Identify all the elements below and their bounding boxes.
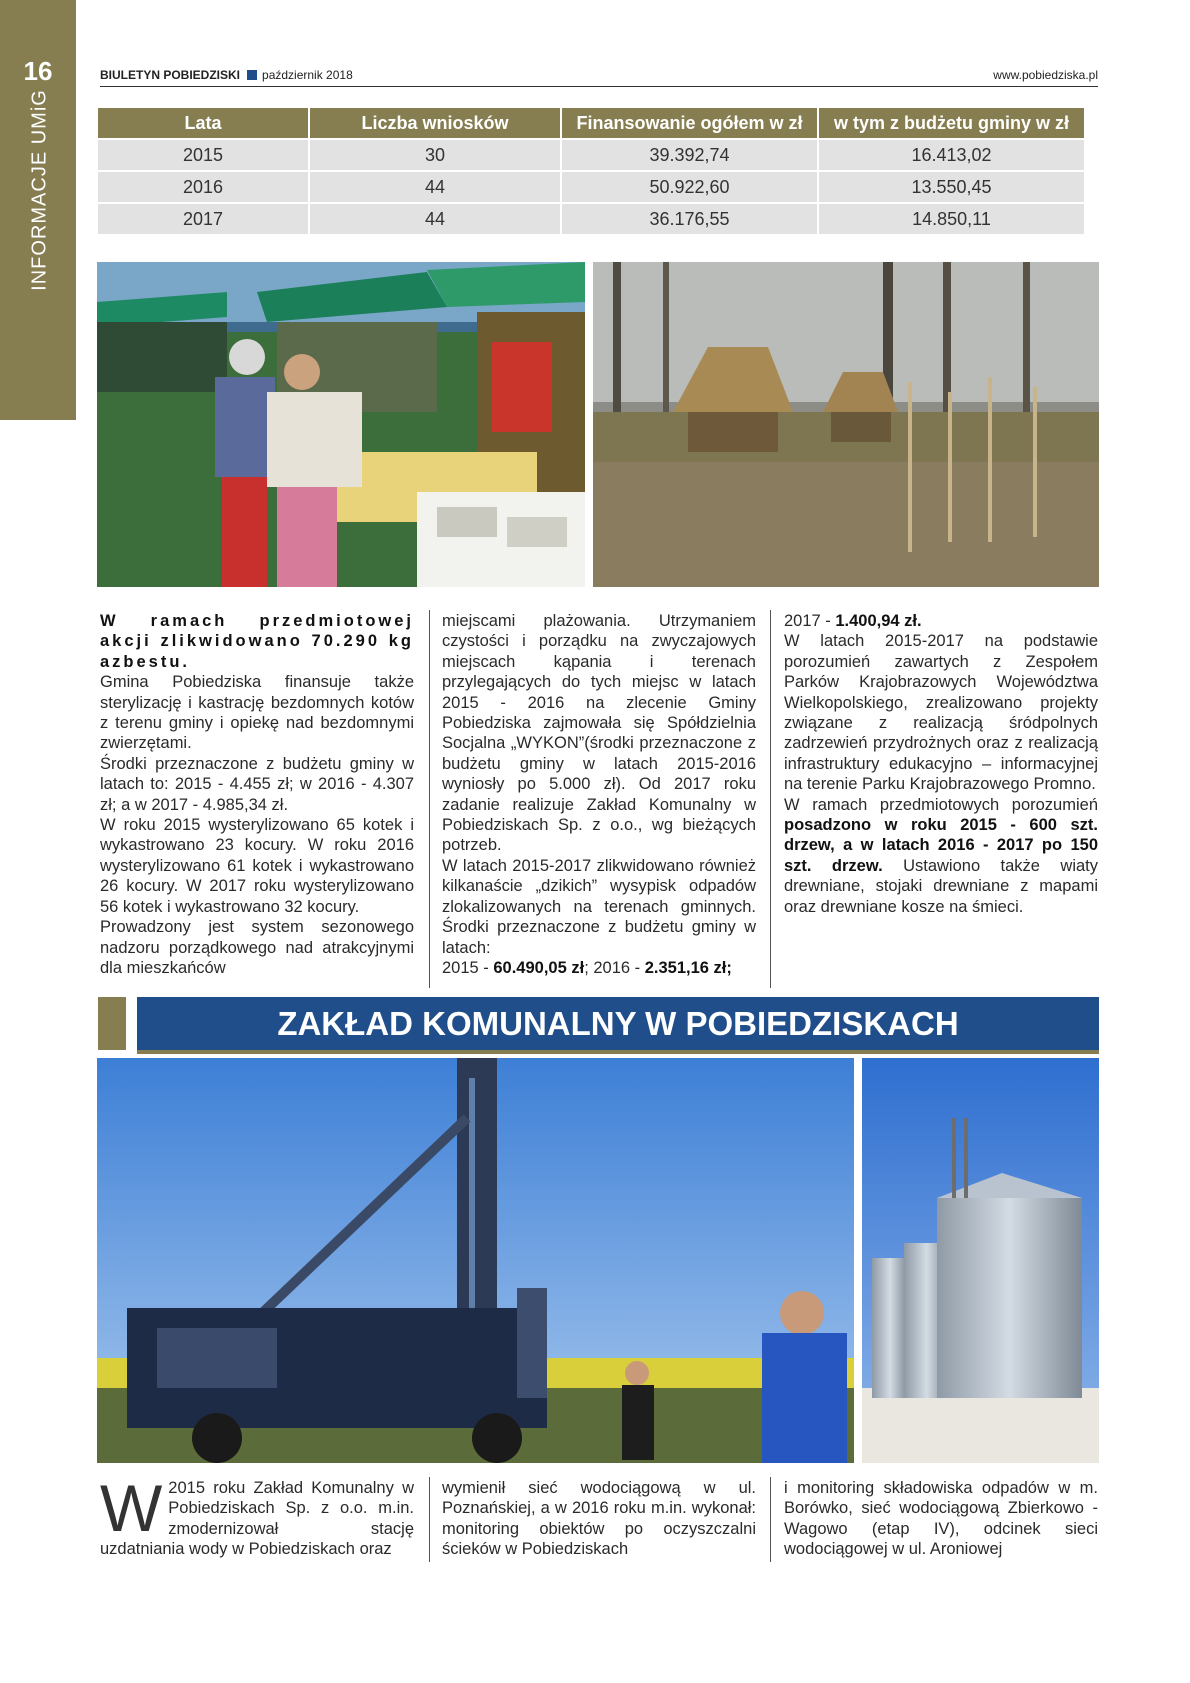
drilling-rig-illustration xyxy=(97,1058,854,1463)
page-number: 16 xyxy=(23,56,53,86)
paragraph: Środki przeznaczone z budżetu gminy w latach to: 2015 - 4.455 zł; w 2016 - 4.307 zł; a w 2017 - 4.985,34 zł. xyxy=(100,754,414,814)
funding-table xyxy=(96,106,1086,236)
dropcap: W xyxy=(100,1471,163,1545)
photo-park-shelters xyxy=(593,262,1099,587)
article2-column-2 xyxy=(442,1478,756,1560)
table-header-cell: Liczba wniosków xyxy=(310,108,560,138)
issue-date: październik 2018 xyxy=(262,68,353,82)
amount-2015: 60.490,05 zł xyxy=(493,958,585,977)
table-cell: 39.392,74 xyxy=(562,140,817,170)
paragraph: ; 2016 - xyxy=(584,958,645,977)
paragraph: W ramach przedmiotowych porozumień xyxy=(784,795,1098,814)
paragraph: Prowadzony jest system sezonowego nadzoru porządkowego nad atrakcyjnymi dla mieszkańców xyxy=(100,918,414,977)
article2-column-3 xyxy=(784,1478,1098,1560)
page-header xyxy=(100,68,1098,87)
table-header-cell: Finansowanie ogółem w zł xyxy=(562,108,817,138)
table-header-row xyxy=(98,108,1084,138)
paragraph: 2015 - xyxy=(442,958,494,977)
paragraph: 2017 - xyxy=(784,612,836,630)
table-cell: 14.850,11 xyxy=(819,204,1084,234)
article-column-1 xyxy=(100,611,414,978)
paragraph: W latach 2015-2017 zlikwidowano również kilkanaście „dzikich” wysypisk odpadów zlokalizowanych na terenach gminnych. Środki przeznaczone z budżetu gminy w latach: xyxy=(442,856,756,957)
sidebar-band xyxy=(0,0,76,420)
website-link[interactable]: www.pobiedziska.pl xyxy=(993,68,1098,82)
section-side-label: INFORMACJE UMiG xyxy=(28,89,51,291)
table-row xyxy=(98,204,1084,234)
park-shelters-illustration xyxy=(593,262,1099,587)
photo-drilling-rig xyxy=(97,1058,854,1463)
paragraph: Ustawiono także wiaty drewniane, stojaki drewniane z mapami oraz drewniane kosze na śmieci. xyxy=(784,856,1098,916)
article-column-3 xyxy=(784,611,1098,917)
table-cell: 36.176,55 xyxy=(562,204,817,234)
paragraph: W roku 2015 wysterylizowano 65 kotek i wykastrowano 23 kocury. W roku 2016 wysterylizowano 61 kotek i wykastrowano 26 kocury. W 2017 roku wysterylizowano 56 kotek i wykastrowano 32 kocury. xyxy=(100,816,414,916)
paragraph: i monitoring składowiska odpadów w m. Borówko, sieć wodociągową Zbierkowo - Wagowo (etap IV), odcinek sieci wodociągowej w ul. Aroniowej xyxy=(784,1479,1098,1559)
table-cell: 2016 xyxy=(98,172,308,202)
market-stalls-illustration xyxy=(97,262,585,587)
table-cell: 13.550,45 xyxy=(819,172,1084,202)
table-cell: 2015 xyxy=(98,140,308,170)
column-divider xyxy=(770,1477,771,1562)
paragraph: W latach 2015-2017 na podstawie porozumień zawartych z Zespołem Parków Krajobrazowych Województwa Wielkopolskiego, zrealizowano projekty związane z realizacją śródpolnych zadrzewień przydrożnych oraz z realizacją infrastruktury edukacyjno – informacyjnej na terenie Parku Krajobrazowego Promno. xyxy=(784,632,1098,794)
section-marker xyxy=(98,997,126,1050)
paragraph: Gmina Pobiedziska finansuje także sterylizację i kastrację bezdomnych kotów z terenu gminy i opiekę nad bezdomnymi zwierzętami. xyxy=(100,673,414,753)
article-column-2 xyxy=(442,611,756,978)
amount-2016: 2.351,16 zł; xyxy=(644,958,732,977)
water-tanks-illustration xyxy=(862,1058,1099,1463)
table-header-cell: w tym z budżetu gminy w zł xyxy=(819,108,1084,138)
photo-water-tanks xyxy=(862,1058,1099,1463)
column-divider xyxy=(429,1477,430,1562)
table-row xyxy=(98,140,1084,170)
article2-column-1 xyxy=(100,1471,414,1560)
table-header-cell: Lata xyxy=(98,108,308,138)
table-cell: 44 xyxy=(310,204,560,234)
table-cell: 44 xyxy=(310,172,560,202)
section-title: ZAKŁAD KOMUNALNY W POBIEDZISKACH xyxy=(137,997,1099,1054)
column-divider xyxy=(770,610,771,988)
paragraph: miejscami plażowania. Utrzymaniem czystości i porządku na zwyczajowych miejscach kąpania i terenach przylegających do tych miejsc w latach 2015 - 2016 na zlecenie Gminy Pobiedziska zajmowała się Spółdzielnia Socjalna „WYKON”(środki przeznaczone z budżetu gminy w latach 2015-2016 wyniosły po 5.000 zł). Od 2017 roku zadanie realizuje Zakład Komunalny w Pobiedziskach Sp. z o.o., wg bieżących potrzeb. xyxy=(442,612,756,855)
table-row xyxy=(98,172,1084,202)
table-cell: 2017 xyxy=(98,204,308,234)
header-square-icon xyxy=(247,70,257,80)
table-cell: 30 xyxy=(310,140,560,170)
amount-2017: 1.400,94 zł. xyxy=(835,612,922,630)
asbestus-highlight: W ramach przedmiotowej akcji zlikwidowano 70.290 kg azbestu. xyxy=(100,612,414,671)
trees-highlight: posadzono w roku 2015 - 600 szt. drzew, a w latach 2016 - 2017 po 150 szt. drzew. xyxy=(784,816,1098,875)
table-cell: 50.922,60 xyxy=(562,172,817,202)
photo-market-stalls xyxy=(97,262,585,587)
table-cell: 16.413,02 xyxy=(819,140,1084,170)
paragraph: 2015 roku Zakład Komunalny w Pobiedziskach Sp. z o.o. m.in. zmodernizował stację uzdatniania wody w Pobiedziskach oraz xyxy=(100,1479,414,1559)
publication-title: BIULETYN POBIEDZISKI xyxy=(100,68,241,82)
column-divider xyxy=(429,610,430,988)
paragraph: wymienił sieć wodociągową w ul. Poznańskiej, a w 2016 roku m.in. wykonał: monitoring obiektów po oczyszczalni ścieków w Pobiedziskach xyxy=(442,1479,756,1559)
